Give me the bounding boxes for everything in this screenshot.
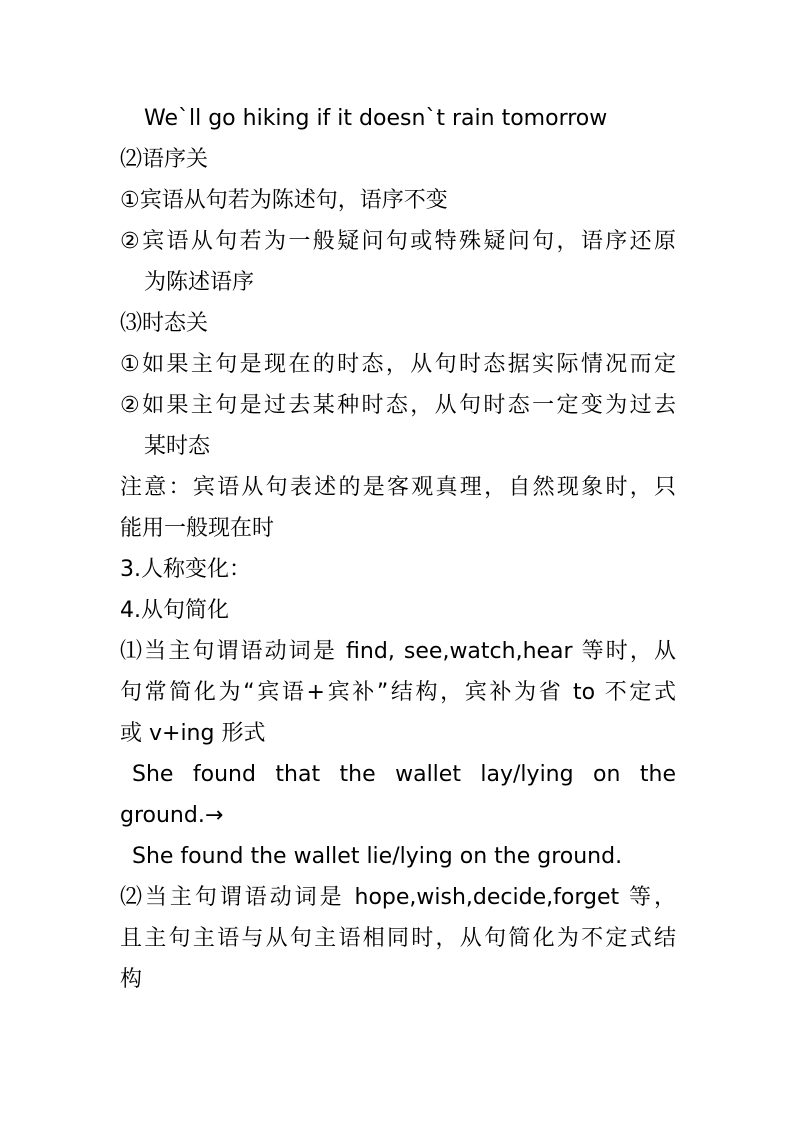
example-sentence-hiking: We`ll go hiking if it doesn`t rain tomorrow [144, 106, 608, 131]
word-order-rule-2: ②宾语从句若为一般疑问句或特殊疑问句，语序还原 [120, 229, 676, 254]
simplification-rule-2-cont: 且主句主语与从句主语相同时，从句简化为不定式结 [120, 926, 676, 951]
section-person-change: 3.人称变化： [120, 557, 251, 582]
example-wallet-2: She found the wallet lie/lying on the ground. [132, 844, 623, 869]
tense-rule-1: ①如果主句是现在的时态，从句时态据实际情况而定 [120, 352, 676, 377]
section-word-order-heading: ⑵语序关 [120, 147, 209, 172]
document-page [120, 98, 676, 1000]
example-wallet-1: She found that the wallet lay/lying on the [132, 762, 676, 787]
tense-rule-2-cont: 某时态 [144, 434, 211, 459]
section-clause-simplification: 4.从句简化 [120, 598, 229, 623]
simplification-rule-2-cont2: 构 [120, 967, 143, 992]
example-wallet-1-cont: ground.→ [120, 803, 224, 828]
tense-rule-2: ②如果主句是过去某种时态，从句时态一定变为过去 [120, 393, 676, 418]
simplification-rule-1-cont: 句常简化为“宾语+宾补”结构，宾补为省 to 不定式 [120, 680, 676, 705]
simplification-rule-1-cont2: 或 v+ing 形式 [120, 721, 266, 746]
word-order-rule-1: ①宾语从句若为陈述句，语序不变 [120, 188, 448, 213]
simplification-rule-2: ⑵当主句谓语动词是 hope,wish,decide,forget 等， [120, 885, 676, 910]
note-paragraph: 注意：宾语从句表述的是客观真理，自然现象时，只 [120, 475, 676, 500]
note-paragraph-cont: 能用一般现在时 [120, 516, 275, 541]
simplification-rule-1: ⑴当主句谓语动词是 find, see,watch,hear 等时，从 [120, 639, 676, 664]
word-order-rule-2-cont: 为陈述语序 [144, 270, 255, 295]
section-tense-heading: ⑶时态关 [120, 311, 209, 336]
